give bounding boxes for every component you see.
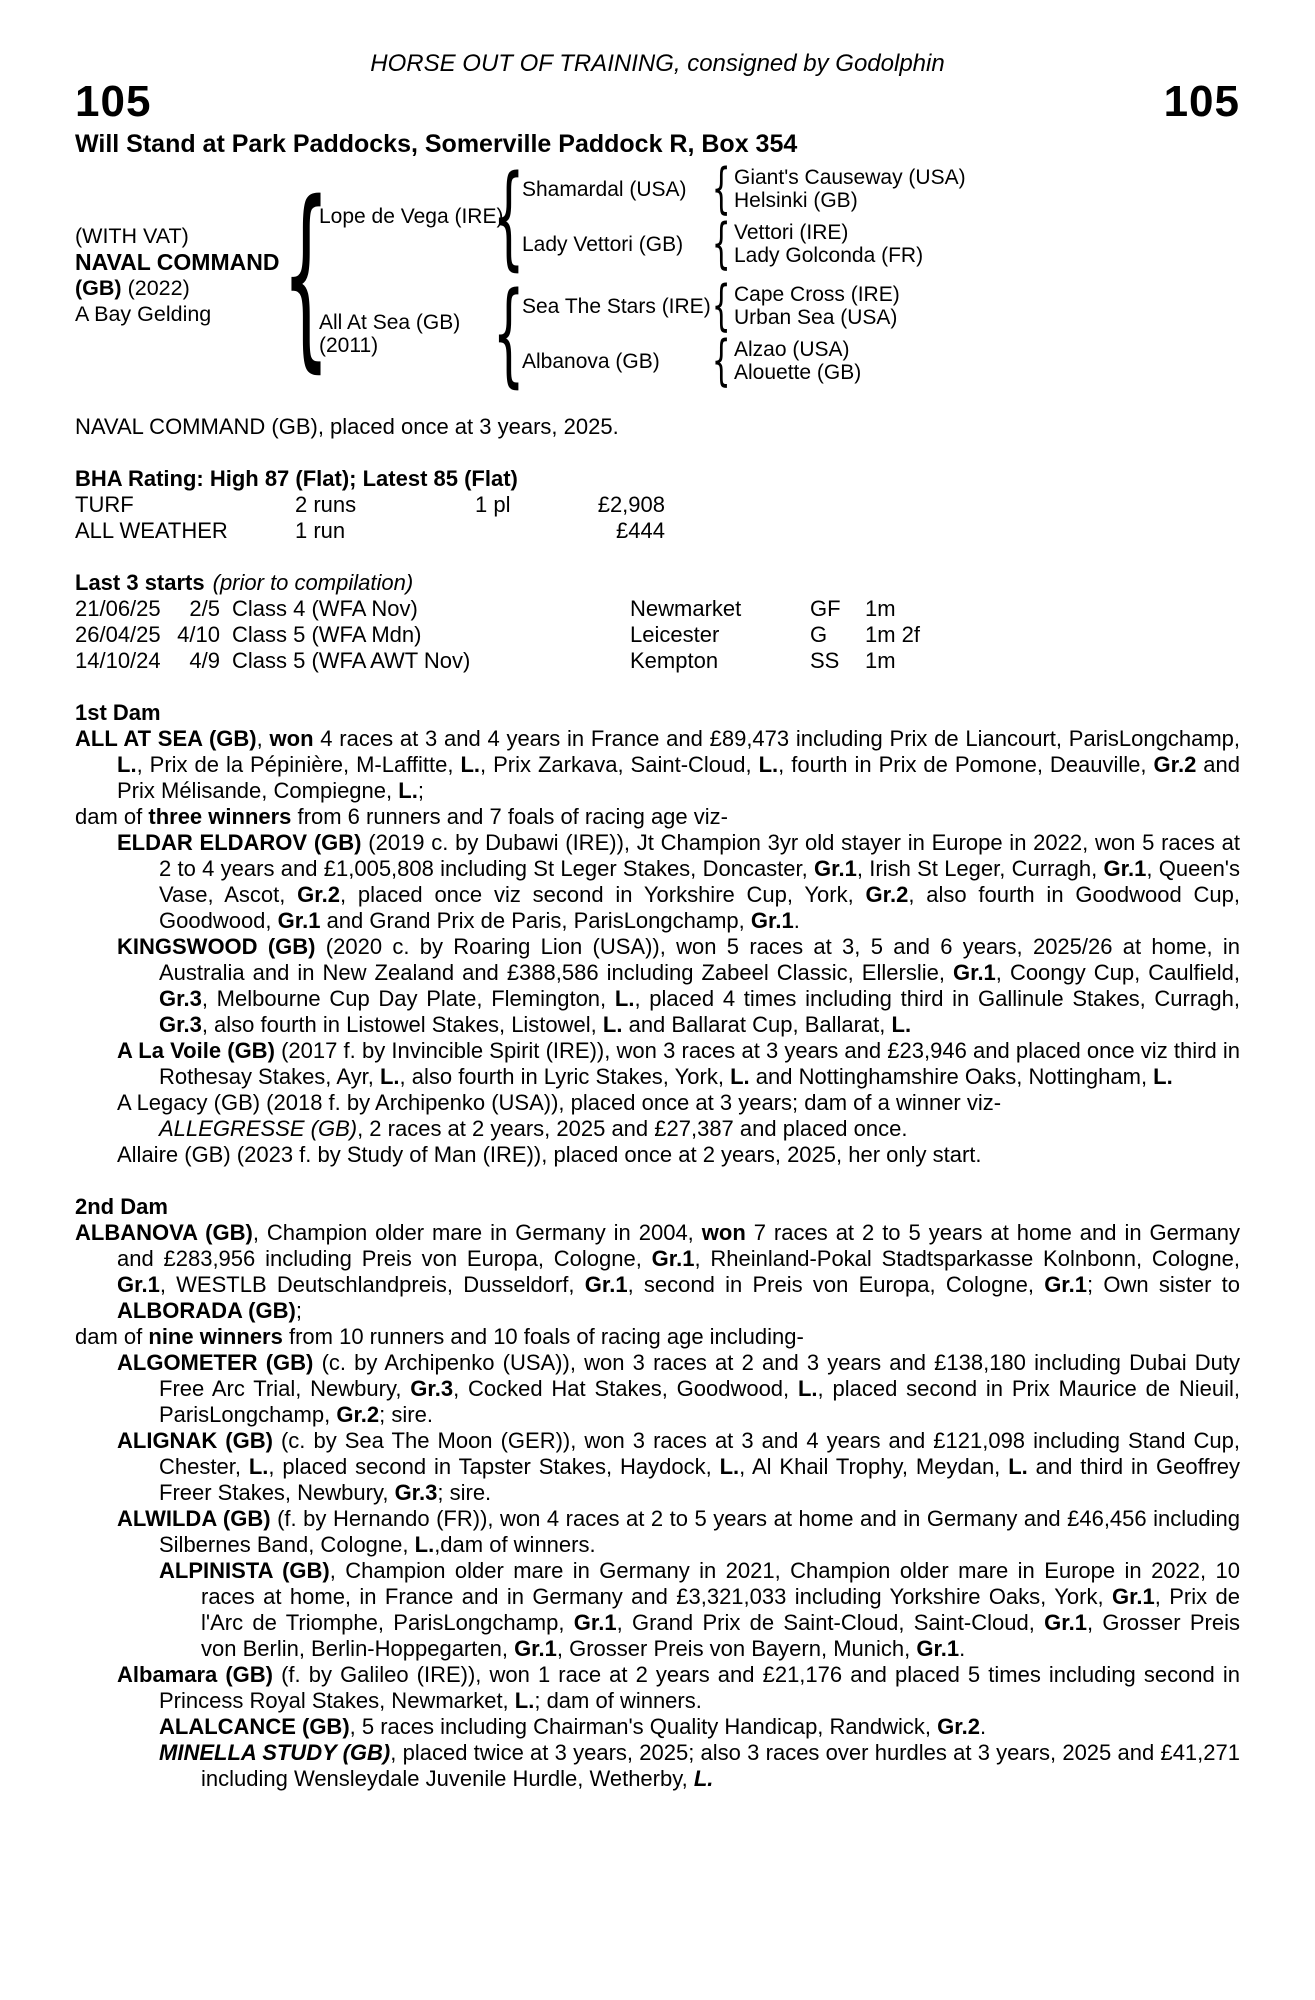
generation-1-column — [319, 151, 966, 399]
progeny-paragraph: A La Voile (GB) (2017 f. by Invincible Spirit (IRE)), won 3 races at 3 years and £23,946 and placed once viz third in Rothesay Stakes, Ayr, L., also fourth in Lyric Stakes, York, L. and Nottinghamshire Oaks, Nottingham, L. — [117, 1038, 1240, 1089]
dam-parents-column — [522, 274, 900, 392]
ancestor-name: Alzao (USA) — [734, 338, 850, 361]
race-record-section — [75, 414, 1240, 1792]
ancestor-name: Lady Golconda (FR) — [734, 244, 924, 267]
dam-year-text: (2011) — [319, 333, 379, 357]
start-distance: 1m 2f — [865, 622, 921, 647]
pedigree-tree: (WITH VAT) NAVAL COMMAND (GB) (2022) A Bay Gelding { Lope de Vega (IRE) { Shamardal (USA) { Giant's Causeway (USA) Helsinki (GB) Lady Vettori (GB) { Vettori (IRE) Lady Golconda (FR) All At Sea (GB) (2011) { Sea The Stars (IRE) { Cape Cross (IRE) Urban Sea (USA) Albanova (GB) { Alzao (USA) Alouette (GB) — [75, 151, 966, 399]
start-row — [75, 596, 1240, 622]
start-race: Class 4 (WFA Nov) — [232, 596, 418, 621]
start-race: Class 5 (WFA Mdn) — [232, 622, 422, 647]
lot-number-left: 105 — [75, 77, 152, 126]
paternal-granddam: Lady Vettori (GB) — [522, 232, 684, 256]
maternal-granddam: Albanova (GB) — [522, 349, 660, 373]
dam-name-text: All At Sea (GB) — [319, 310, 461, 334]
sire-name-text: Lope de Vega (IRE) — [319, 205, 504, 228]
first-dam-heading: 1st Dam — [75, 700, 161, 725]
start-row — [75, 622, 1240, 648]
progeny-paragraph: Allaire (GB) (2023 f. by Study of Man (IRE)), placed once at 2 years, 2025, her only start. — [117, 1142, 982, 1167]
bha-rating: BHA Rating: High 87 (Flat); Latest 85 (Flat) — [75, 466, 518, 491]
race-summary: NAVAL COMMAND (GB), placed once at 3 years, 2025. — [75, 414, 619, 439]
start-track: Kempton — [630, 648, 719, 673]
horse-suffix-year — [75, 275, 293, 301]
progeny-paragraph: ALPINISTA (GB), Champion older mare in Germany in 2021, Champion older mare in Europe in 2022, 10 races at home, in France and in Germany and £3,321,033 including Yorkshire Oaks, York, Gr.1, Prix de l'Arc de Triomphe, ParisLongchamp, Gr.1, Grand Prix de Saint-Cloud, Saint-Cloud, Gr.1, Grosser Preis von Berlin, Berlin-Hoppegarten, Gr.1, Grosser Preis von Bayern, Munich, Gr.1. — [159, 1558, 1240, 1661]
ancestor-name: Giant's Causeway (USA) — [734, 166, 966, 189]
horse-suffix: (GB) — [75, 276, 122, 300]
second-dam-section — [75, 1194, 1240, 1792]
last-starts-subtitle: (prior to compilation) — [212, 570, 414, 595]
horse-identity — [75, 223, 293, 327]
lot-number-row — [75, 77, 1240, 126]
start-track: Newmarket — [630, 596, 742, 621]
start-date: 26/04/25 — [75, 622, 161, 647]
paternal-granddam-unit: Lady Vettori (GB) { Vettori (IRE) Lady Golconda (FR) — [522, 212, 924, 275]
progeny-paragraph: ALALCANCE (GB), 5 races including Chairman's Quality Handicap, Randwick, Gr.2. — [159, 1714, 987, 1739]
start-position: 4/9 — [189, 648, 220, 673]
start-going: G — [810, 622, 828, 647]
paternal-grandsire-unit: Shamardal (USA) { Giant's Causeway (USA) Helsinki (GB) — [522, 157, 966, 220]
lot-number-right: 105 — [1163, 77, 1240, 126]
ancestor-name: Vettori (IRE) — [734, 221, 849, 244]
ancestor-name: Alouette (GB) — [734, 361, 862, 384]
progeny-paragraph: ELDAR ELDAROV (GB) (2019 c. by Dubawi (IRE)), Jt Champion 3yr old stayer in Europe in 2022, won 5 races at 2 to 4 years and £1,005,808 including St Leger Stakes, Doncaster, Gr.1, Irish St Leger, Curragh, Gr.1, Queen's Vase, Ascot, Gr.2, placed once viz second in Yorkshire Cup, York, Gr.2, also fourth in Goodwood Cup, Goodwood, Gr.1 and Grand Prix de Paris, ParisLongchamp, Gr.1. — [117, 830, 1241, 933]
horse-name: NAVAL COMMAND — [75, 249, 280, 275]
start-going: SS — [810, 648, 840, 673]
ancestor-name: Cape Cross (IRE) — [734, 283, 900, 306]
stabling-location: Will Stand at Park Paddocks, Somerville Paddock R, Box 354 — [75, 130, 798, 158]
runs-value: 2 runs — [295, 492, 357, 517]
start-date: 14/10/24 — [75, 648, 161, 673]
progeny-paragraph: ALWILDA (GB) (f. by Hernando (FR)), won 4 races at 2 to 5 years at home and in Germany and £46,456 including Silbernes Band, Cologne, L.,dam of winners. — [117, 1506, 1241, 1557]
horse-birth-year: (2022) — [127, 276, 190, 300]
ancestor-name: Urban Sea (USA) — [734, 306, 898, 329]
earnings-value: £2,908 — [597, 492, 665, 517]
progeny-paragraph: Albamara (GB) (f. by Galileo (IRE)), won 1 race at 2 years and £21,176 and placed 5 times including second in Princess Royal Stakes, Newmarket, L.; dam of winners. — [117, 1662, 1240, 1713]
paternal-grandsire: Shamardal (USA) — [522, 177, 687, 201]
last-starts-section — [75, 570, 1240, 674]
maternal-granddam-unit: Albanova (GB) { Alzao (USA) Alouette (GB) — [522, 329, 862, 392]
paternal-granddam-parents — [734, 221, 923, 267]
record-row-all-weather — [75, 518, 1240, 544]
progeny-paragraph: ALIGNAK (GB) (c. by Sea The Moon (GER)), won 3 races at 3 and 4 years and £121,098 including Stand Cup, Chester, L., placed second in Tapster Stakes, Haydock, L., Al Khail Trophy, Meydan, L. and third in Geoffrey Freer Stakes, Newbury, Gr.3; sire. — [117, 1428, 1240, 1505]
start-date: 21/06/25 — [75, 596, 161, 621]
start-track: Leicester — [630, 622, 720, 647]
start-going: GF — [810, 596, 841, 621]
vat-note: (WITH VAT) — [75, 224, 189, 248]
sire-name — [319, 205, 504, 228]
maternal-grandsire-unit: Sea The Stars (IRE) { Cape Cross (IRE) Urban Sea (USA) — [522, 274, 900, 337]
last-starts-title: Last 3 starts — [75, 570, 205, 595]
second-dam-intro: ALBANOVA (GB), Champion older mare in Germany in 2004, won 7 races at 2 to 5 years at home and in Germany and £283,956 including Preis von Europa, Cologne, Gr.1, Rheinland-Pokal Stadtsparkasse Kolnbonn, Cologne, Gr.1, WESTLB Deutschlandpreis, Dusseldorf, Gr.1, second in Preis von Europa, Cologne, Gr.1; Own sister to ALBORADA (GB); — [75, 1220, 1241, 1323]
progeny-paragraph: ALLEGRESSE (GB), 2 races at 2 years, 2025 and £27,387 and placed once. — [159, 1116, 908, 1141]
second-dam-heading: 2nd Dam — [75, 1194, 168, 1219]
maternal-grandsire: Sea The Stars (IRE) — [522, 294, 711, 318]
surface-label: TURF — [75, 492, 134, 517]
start-position: 2/5 — [189, 596, 220, 621]
record-row-turf — [75, 492, 1240, 518]
progeny-paragraph: MINELLA STUDY (GB), placed twice at 3 years, 2025; also 3 races over hurdles at 3 years, 2025 and £41,271 including Wensleydale Juvenile Hurdle, Wetherby, L. — [159, 1740, 1240, 1791]
runs-value: 1 run — [295, 518, 346, 543]
surface-label: ALL WEATHER — [75, 518, 228, 543]
dam-branch: All At Sea (GB) (2011) { Sea The Stars (IRE) { Cape Cross (IRE) Urban Sea (USA) Albanova (GB) { Alzao (USA) Alouette (GB) — [319, 268, 900, 399]
ancestor-name: Helsinki (GB) — [734, 189, 858, 212]
start-row — [75, 648, 1240, 674]
second-dam-produce-line: dam of nine winners from 10 runners and 10 foals of racing age including- — [75, 1324, 804, 1349]
start-race: Class 5 (WFA AWT Nov) — [232, 648, 471, 673]
progeny-paragraph: ALGOMETER (GB) (c. by Archipenko (USA)), won 3 races at 2 and 3 years and £138,180 including Dubai Duty Free Arc Trial, Newbury, Gr.3, Cocked Hat Stakes, Goodwood, L., placed second in Prix Maurice de Nieuil, ParisLongchamp, Gr.2; sire. — [117, 1350, 1240, 1427]
dam-name — [319, 311, 496, 357]
first-dam-produce-line: dam of three winners from 6 runners and 7 foals of racing age viz- — [75, 804, 728, 829]
earnings-value: £444 — [616, 518, 665, 543]
progeny-paragraph: KINGSWOOD (GB) (2020 c. by Roaring Lion (USA)), won 5 races at 3, 5 and 6 years, 2025/26 at home, in Australia and in New Zealand and £388,586 including Zabeel Classic, Ellerslie, Gr.1, Coongy Cup, Caulfield, Gr.3, Melbourne Cup Day Plate, Flemington, L., placed 4 times including third in Gallinule Stakes, Curragh, Gr.3, also fourth in Listowel Stakes, Listowel, L. and Ballarat Cup, Ballarat, L. — [117, 934, 1241, 1037]
maternal-grandsire-parents — [734, 283, 900, 329]
maternal-granddam-parents — [734, 338, 861, 384]
progeny-paragraph: A Legacy (GB) (2018 f. by Archipenko (USA)), placed once at 3 years; dam of a winner viz- — [117, 1090, 1002, 1115]
places-value — [475, 518, 565, 544]
sire-parents-column — [522, 157, 966, 275]
first-dam-section — [75, 700, 1240, 1168]
consignor-title: HORSE OUT OF TRAINING, consigned by Godolphin — [370, 50, 945, 77]
horse-description: A Bay Gelding — [75, 302, 212, 326]
last-starts-heading — [75, 570, 1240, 596]
start-distance: 1m — [865, 648, 896, 673]
start-distance: 1m — [865, 596, 896, 621]
places-value: 1 pl — [475, 492, 511, 517]
paternal-grandsire-parents — [734, 166, 966, 212]
sire-branch: Lope de Vega (IRE) { Shamardal (USA) { Giant's Causeway (USA) Helsinki (GB) Lady Vettori (GB) { Vettori (IRE) Lady Golconda (FR) — [319, 151, 966, 282]
first-dam-intro: ALL AT SEA (GB), won 4 races at 3 and 4 years in France and £89,473 including Prix de Liancourt, ParisLongchamp, L., Prix de la Pépinière, M-Laffitte, L., Prix Zarkava, Saint-Cloud, L., fourth in Prix de Pomone, Deauville, Gr.2 and Prix Mélisande, Compiegne, L.; — [75, 726, 1241, 803]
start-position: 4/10 — [177, 622, 220, 647]
